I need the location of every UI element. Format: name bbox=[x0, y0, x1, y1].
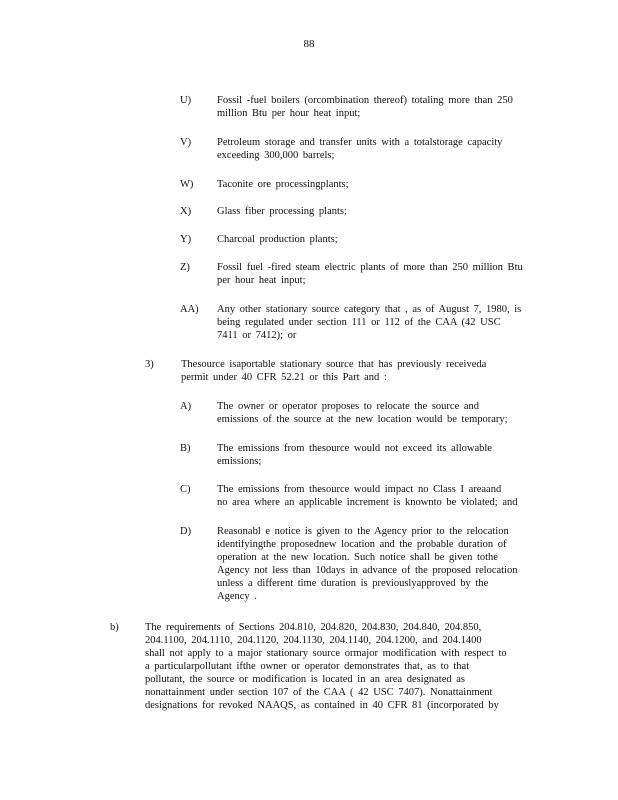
item-label: Z) bbox=[180, 262, 190, 273]
text-line: million Btu per hour heat input; bbox=[217, 108, 361, 119]
text-line: The owner or operator proposes to relocate the source and bbox=[217, 401, 480, 412]
text-line: Fossil fuel -fired steam electric plants of more than 250 million Btu bbox=[217, 262, 523, 273]
text-line: Glass fiber processing plants; bbox=[217, 206, 347, 217]
item-text bbox=[217, 442, 539, 468]
text-line: shall not apply to a major stationary source ormajor modification with respect to bbox=[145, 648, 507, 659]
item-text bbox=[217, 525, 539, 603]
item-label: V) bbox=[180, 137, 192, 148]
item-label: U) bbox=[180, 95, 192, 106]
text-line: a particularpollutant ifthe owner or operator demonstrates that, as to that bbox=[145, 661, 470, 672]
text-line: Fossil -fuel boilers (orcombination thereof) totaling more than 250 bbox=[217, 95, 513, 106]
text-line: operation at the new location. Such notice shall be given tothe bbox=[217, 552, 498, 563]
item-text bbox=[217, 205, 539, 218]
text-line: emissions of the source at the new location would be temporary; bbox=[217, 414, 508, 425]
item-label: W) bbox=[180, 179, 194, 190]
text-line: nonattainment under section 107 of the CAA ( 42 USC 7407). Nonattainment bbox=[145, 687, 493, 698]
text-line: Agency not less than 10days in advance of the proposed relocation bbox=[217, 565, 518, 576]
text-line: Taconite ore processingplants; bbox=[217, 179, 349, 190]
text-line: being regulated under section 111 or 112 of the CAA (42 USC bbox=[217, 317, 501, 328]
text-line: The requirements of Sections 204.810, 204.820, 204.830, 204.840, 204.850, bbox=[145, 622, 482, 633]
text-line: The emissions from thesource would impact no Class I areaand bbox=[217, 484, 502, 495]
item-text bbox=[217, 178, 539, 191]
item-text bbox=[217, 400, 539, 426]
text-line: Thesource isaportable stationary source that has previously receiveda bbox=[181, 359, 487, 370]
text-line: no area where an applicable increment is knownto be violated; and bbox=[217, 497, 518, 508]
item-text bbox=[217, 94, 539, 120]
text-line: per hour heat input; bbox=[217, 275, 306, 286]
text-line: pollutant, the source or modification is located in an area designated as bbox=[145, 674, 465, 685]
item-label: D) bbox=[180, 526, 192, 537]
item-text bbox=[217, 261, 539, 287]
text-line: The emissions from thesource would not exceed its allowable bbox=[217, 443, 492, 454]
item-text bbox=[217, 303, 539, 342]
item-text bbox=[217, 483, 539, 509]
item-label: Y) bbox=[180, 234, 192, 245]
text-line: 204.1100, 204.1110, 204.1120, 204.1130, 204.1140, 204.1200, and 204.1400 bbox=[145, 635, 482, 646]
text-line: designations for revoked NAAQS, as contained in 40 CFR 81 (incorporated by bbox=[145, 700, 499, 711]
text-line: permit under 40 CFR 52.21 or this Part and : bbox=[181, 372, 387, 383]
text-line: 7411 or 7412); or bbox=[217, 330, 297, 341]
text-line: identifyingthe proposednew location and the probable duration of bbox=[217, 539, 507, 550]
item-text bbox=[181, 358, 541, 384]
text-line: Charcoal production plants; bbox=[217, 234, 338, 245]
item-label: A) bbox=[180, 401, 192, 412]
page-number: 88 bbox=[303, 38, 315, 50]
text-line: Agency . bbox=[217, 591, 257, 602]
text-line: Petroleum storage and transfer units with a totalstorage capacity bbox=[217, 137, 503, 148]
text-line: unless a different time duration is previouslyapproved by the bbox=[217, 578, 489, 589]
item-label: X) bbox=[180, 206, 192, 217]
item-text bbox=[217, 233, 539, 246]
text-line: exceeding 300,000 barrels; bbox=[217, 150, 335, 161]
text-line: emissions; bbox=[217, 456, 262, 467]
item-label: 3) bbox=[145, 359, 154, 370]
item-label: C) bbox=[180, 484, 191, 495]
item-text bbox=[217, 136, 539, 162]
item-label: b) bbox=[110, 622, 119, 633]
text-line: Any other stationary source category that , as of August 7, 1980, is bbox=[217, 304, 522, 315]
item-label: AA) bbox=[180, 304, 199, 315]
text-line: Reasonabl e notice is given to the Agency prior to the relocation bbox=[217, 526, 509, 537]
item-label: B) bbox=[180, 443, 191, 454]
item-text bbox=[145, 621, 533, 712]
